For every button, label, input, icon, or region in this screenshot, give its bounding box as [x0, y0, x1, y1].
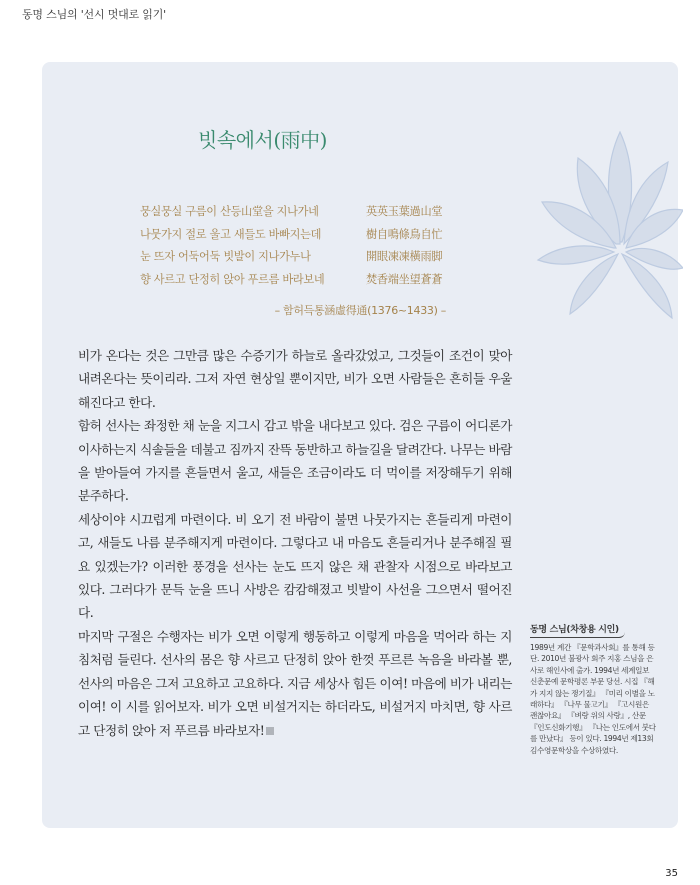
poem-source: – 함허득통涵虛得通(1376~1433) –: [274, 304, 446, 317]
poem-line-hanja: 樹自鳴條鳥自忙: [366, 227, 443, 241]
lotus-flower-icon: [508, 92, 683, 332]
poem-line-korean: 향 사르고 단정히 앉아 푸르름 바라보네: [140, 272, 325, 286]
poem-title: 빗속에서(雨中): [198, 128, 327, 152]
author-profile: [530, 617, 658, 756]
page-number: 35: [665, 868, 678, 879]
poem-line-korean: 눈 뜨자 어둑어둑 빗발이 지나가누나: [140, 250, 311, 263]
author-bio: 1989년 계간 『문학과사회』를 통해 등단. 2010년 불광사 회주 지홍 스님을 은사로 해인사에 출가. 1994년 세계일보 신춘문예 문학평론 부문 당선. 시집 『해가 지지 않는 쟁기질』 『미리 이별을 노래하다』 『나무 물고기』 『고시원은 괜찮아요』 『벼랑 위의 사랑』, 산문 『인도신화기행』 『나는 인도에서 붓다를 만났다』 등이 있다. 1994년 제13회 김수영문학상을 수상하였다.: [530, 643, 656, 755]
poem-line: [140, 226, 480, 249]
poem-line-hanja: 焚香端坐望蒼蒼: [366, 272, 443, 286]
poem-line-korean: 나뭇가지 절로 울고 새들도 바빠지는데: [140, 227, 322, 241]
running-title: 동명 스님의 '선시 멋대로 읽기': [22, 8, 166, 21]
poem-line-korean: 뭉실뭉실 구름이 산등山堂을 지나가네: [140, 205, 319, 218]
poem-line-hanja: 英英玉葉過山堂: [366, 205, 443, 218]
poem-line: [140, 203, 480, 226]
author-name: 동명 스님(차창용 시인): [530, 622, 625, 638]
essay-paragraph: 마지막 구절은 수행자는 비가 오면 이렇게 행동하고 이렇게 마음을 먹어라 하는 지침처럼 들린다. 선사의 몸은 향 사르고 단정히 앉아 한껏 푸르른 녹음을 바라볼 뿐, 선사의 마음은 그저 고요하고 고요하다. 지금 세상사 힘든 이여! 마음에 비가 내리는 이여! 이 시를 읽어보자. 비가 오면 비설거지는 하더라도, 비설거지 마치면, 향 사르고 단정히 앉아 저 푸르름 바라보자!: [78, 628, 512, 738]
poem-line: [140, 248, 480, 271]
end-mark-icon: [266, 727, 274, 735]
poem-block: [140, 203, 480, 293]
lotus-petal: [538, 246, 614, 264]
essay-body: [78, 344, 512, 742]
poem-line: [140, 271, 480, 294]
essay-paragraph-last: [78, 625, 512, 742]
poem-line-hanja: 開眼凍凍橫雨脚: [366, 250, 443, 263]
essay-paragraph: 비가 온다는 것은 그만큼 많은 수증기가 하늘로 올라갔었고, 그것들이 조건이 맞아 내려온다는 뜻이리라. 그저 자연 현상일 뿐이지만, 비가 오면 사람들은 흔히들 우울해진다고 한다.: [78, 348, 512, 410]
essay-paragraph: 세상이야 시끄럽게 마련이다. 비 오기 전 바람이 불면 나뭇가지는 흔들리게 마련이고, 새들도 나름 분주해지게 마련이다. 그렇다고 내 마음도 흔들리거나 분주해질 필요 있겠는가? 이러한 풍경을 선사는 눈도 뜨지 않은 채 관찰자 시점으로 바라보고 있다. 그러다가 문득 눈을 뜨니 사방은 캄캄해졌고 빗발이 사선을 그으면서 떨어진다.: [78, 511, 512, 621]
essay-paragraph: 함허 선사는 좌정한 채 눈을 지그시 감고 밖을 내다보고 있다. 검은 구름이 어디론가 이사하는지 식솔들을 데불고 짐까지 잔뜩 동반하고 하늘길을 달려간다. 나무는 바람을 받아들여 가지를 흔들면서 울고, 새들은 조금이라도 더 먹이를 저장해두기 위해 분주하다.: [78, 418, 512, 504]
